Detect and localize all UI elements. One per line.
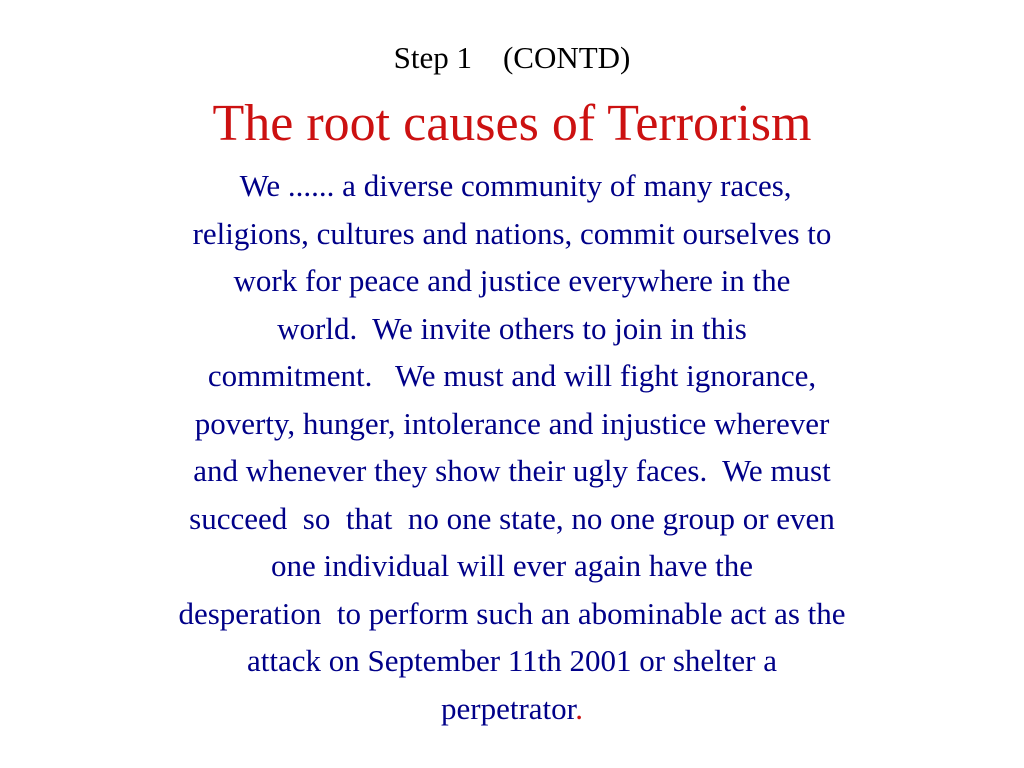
body-line: poverty, hunger, intolerance and injustice wherever <box>194 405 830 441</box>
body-line: religions, cultures and nations, commit ourselves to <box>192 215 832 251</box>
body-line: work for peace and justice everywhere in the <box>233 263 791 298</box>
body-final-period: . <box>575 690 583 726</box>
step-heading: Step 1 (CONTD) <box>393 40 631 75</box>
body-line: attack on September 11th 2001 or shelter a <box>247 643 777 678</box>
slide-title: The root causes of Terrorism <box>212 95 812 152</box>
body-last-word: perpetrator <box>440 690 576 726</box>
body-line: We ...... a diverse community of many races, <box>232 168 792 203</box>
body-line: one individual will ever again have the <box>270 548 754 583</box>
body-line: desperation to perform such an abominable act as the <box>178 595 846 631</box>
body-line: world. We invite others to join in this <box>277 310 747 346</box>
body-line: and whenever they show their ugly faces. We must <box>193 453 831 488</box>
body-paragraph <box>60 162 964 732</box>
body-line: commitment. We must and will fight ignorance, <box>207 358 817 393</box>
body-line: succeed so that no one state, no one group or even <box>189 500 835 536</box>
body-last-line <box>60 685 964 733</box>
